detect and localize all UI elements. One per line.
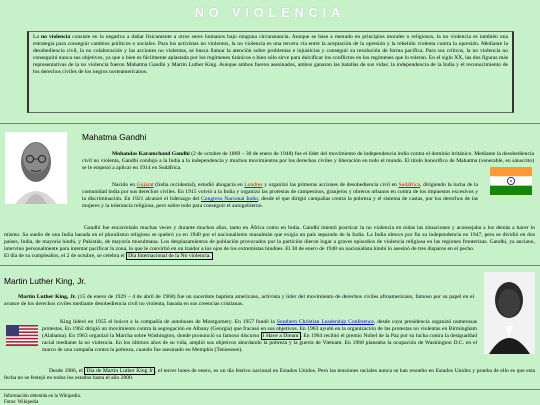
link-i-have-a-dream[interactable]: I Have a Dream xyxy=(262,332,299,339)
gandhi-p2-a: Nacido en xyxy=(112,182,137,188)
link-sudafrica[interactable]: Sudáfrica xyxy=(398,182,420,188)
link-congreso[interactable]: Congreso Nacional Indio xyxy=(201,195,259,202)
king-p2-c: . En 1964 recibió el premio Nobel de la Paz por su lucha contra la desigualdad racial mediante la no violencia. En los últimos años de su vida, amplió sus objetivos abordando la pobreza y la guerra de Vietnam. En 1968 planeaba la ocupación de Washington D.C. en el marco de una campaña contra la pobreza, cuando fue asesinado en Memphis (Tennessee). xyxy=(42,332,478,353)
king-paragraph-2 xyxy=(42,319,477,354)
link-sclc[interactable]: Southern Christian Leadership Conference xyxy=(276,319,374,325)
gandhi-name: Mohandas Karamchand Gandhi xyxy=(112,151,190,157)
intro-term: no violencia xyxy=(41,34,71,40)
dia-mlk-link[interactable]: Día de Martin Luther King Jr xyxy=(86,368,154,374)
king-heading: Martin Luther King, Jr. xyxy=(4,276,86,286)
king-p2-b: , desde cuya presidencia organizó numerosas protestas. En 1962 dirigió un movimiento contra la segregación en Albany (Georgia) que fracasó en sus objetivos. En 1963 ayudó en la organización de las protestas no violentas en Birmingham (Alabama). En 1963 organizó la Marcha sobre Washington, donde pronunció su famoso discurso xyxy=(42,319,477,339)
footer-photos: Fotos: Wikipedia xyxy=(4,400,39,405)
king-paragraph-3 xyxy=(4,368,535,382)
usa-flag-icon xyxy=(6,325,38,346)
gandhi-p4-a: El día de su cumpleaños, el 2 de octubre, se celebra el xyxy=(4,253,127,259)
king-p1-text: (15 de enero de 1929 – 4 de abril de 1968) fue un sacerdote baptista americano, activista y líder del movimiento de derechos civiles afroamericano, famoso por su papel en el avance de los derechos civiles mediante desobediencia civil no violenta, basada en sus creencias cristianas. xyxy=(4,294,475,307)
intro-text-a: La xyxy=(33,34,41,40)
king-p2-a: King lideró en 1955 el boicot a la compañía de autobuses de Montgomery. En 1957 fundó la xyxy=(60,319,277,325)
link-gujarat[interactable]: Gujarat xyxy=(136,182,154,188)
divider xyxy=(0,265,540,266)
king-p3-b: , el tercer lunes de enero, es un día festivo nacional en Estados Unidos. Pero las tensiones raciales nunca se han resuelto en Estados Unidos y prueba de ello es que esta fecha no se festejó en todos los estados hasta el año 2000. xyxy=(4,368,535,381)
page-title: NO VIOLENCIA xyxy=(194,6,346,20)
king-name: Martin Luther King, Jr. xyxy=(18,294,77,300)
intro-box xyxy=(27,31,514,113)
gandhi-photo xyxy=(5,132,67,204)
gandhi-paragraph-1 xyxy=(82,151,534,172)
link-londres[interactable]: Londres xyxy=(244,182,263,188)
footer xyxy=(4,394,81,405)
footer-source: Información obtenida en la Wikipedia. xyxy=(4,394,82,399)
king-paragraph-1 xyxy=(4,294,474,308)
india-flag-icon xyxy=(490,167,532,195)
gandhi-p2-d: , dirigiendo la lucha de la comunidad india por sus derechos civiles. En 1915 volvió a la India y organizó las protestas de campesinos, granjeros y obreros urbanos en contra de los impuestos excesivos y la discriminación. En 1921 alcanzó el liderazgo del xyxy=(82,182,478,202)
gandhi-paragraph-4 xyxy=(4,253,535,260)
gandhi-p2-e: , desde el que dirigió campañas contra la pobreza y el sistema de castas, por los derechos de las mujeres y la tolerancia religiosa, pero sobre todo para conseguir el autogobierno. xyxy=(82,195,478,209)
gandhi-p1-text: (2 de octubre de 1869 – 30 de enero de 1948) fue el líder del movimiento de independencia indio contra el dominio británico. Mediante la desobediencia civil no violenta, Gandhi condujo a la India a la independencia y muchos movimientos por los derechos civiles y liberación en todo el mundo. El título honorífico de Mahatma (venerable, en sánscrito) se le empezó a aplicar en 1914 en Sudáfrica. xyxy=(82,151,534,171)
gandhi-p2-b: (India occidental), estudió abogacía en xyxy=(153,182,245,188)
gandhi-paragraph-3: Gandhi fue encarcelado muchas veces y durante muchos años, tanto en África como en India. Gandhi intentó practicar la no violencia en todas las situaciones y aconsejaba a los demás a hacer lo mismo. Su sueño de una India basada en el pluralismo religioso se quebró ya en 1940 por el nacionalismo musulmán que exigía un país separado de la India. La India obtuvo por fin su independencia en 1947, pero se dividió en dos países, India, de mayoría hindú, y Pakistán, de mayoría musulmana. Los desplazamientos de población provocados por la partición dieron lugar a graves episodios de violencia religiosa en las regiones fronterizas. Gandhi, ya anciano, intervino personalmente para intentar pacificar la zona, lo que le convirtió en un traidor a los ojos de los extremistas hindúes. El 30 de enero de 1948 un nacionalista hindú lo asesinó de tres disparos en el pecho. xyxy=(4,225,535,252)
king-p3-a: Desde 1986, el xyxy=(49,368,85,374)
gandhi-paragraph-2 xyxy=(82,182,478,210)
divider xyxy=(0,389,540,390)
gandhi-p2-c: y organizó las primeras acciones de desobediencia civil en xyxy=(262,182,399,188)
dia-no-violencia-link[interactable]: Día Internacional de la No violencia. xyxy=(128,253,211,259)
divider xyxy=(0,123,540,124)
intro-text-b: consiste en la negativa a dañar físicamente a otros seres humanos bajo ninguna circunstancia. Aunque se base a menudo en principios morales o religiosos, la no violencia es también una estrategia para conseguir cambios políticos o sociales. Para los activistas no violentos, la no violencia es una tercera vía entre la aceptación de la opresión y la rebelión violenta contra la opresión. Mediante la desobediencia civil, la no colaboración y las acciones no violentas, se busca llamar la atención sobre problemas e injusticias y conseguir su resolución de forma pacífica. Para sus críticos, la no violencia no conseguirá nunca sus objetivos, ya que o bien es fácilmente aplastada por los regímenes tiránicos o bien sólo sirve para dulcificar los conflictos en los regímenes que lo toleran. En el siglo XX, las dos figuras más representativas de la no violencia fueron Mahatma Gandhi y Martin Luther King. Aunque ambos fueron asesinados, ambos ganaron las batallas de sus vidas: la independencia de la India y el reconocimiento de los derechos civiles de los negros norteamericanos. xyxy=(33,34,508,75)
gandhi-heading: Mahatma Gandhi xyxy=(82,132,147,142)
king-photo xyxy=(484,272,535,354)
